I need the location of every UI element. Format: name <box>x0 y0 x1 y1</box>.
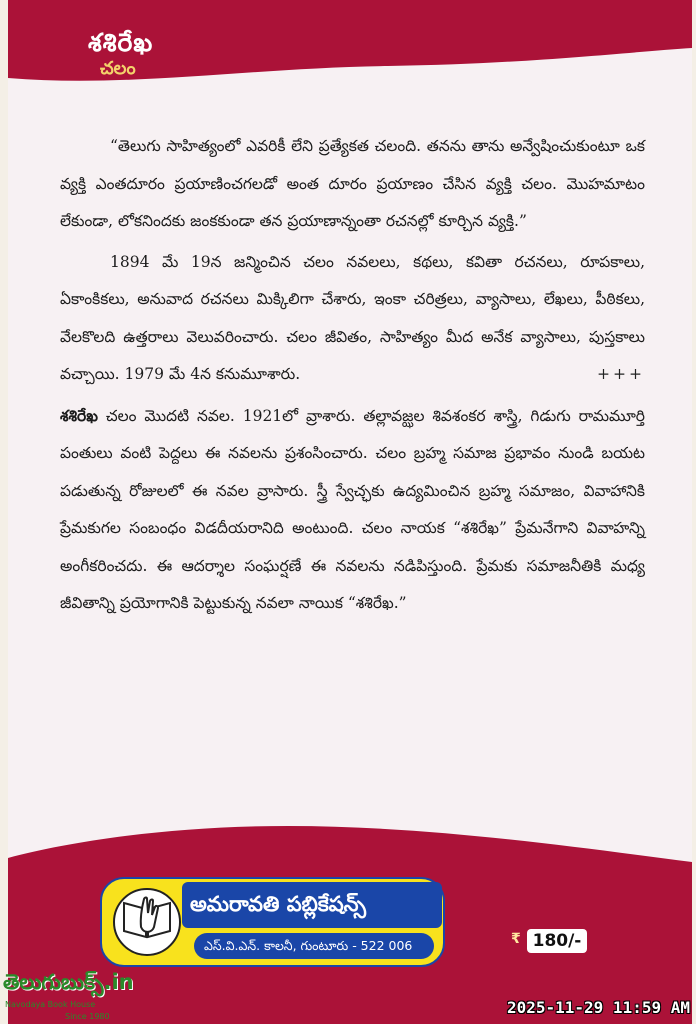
author-name: చలం <box>100 58 136 79</box>
price-value: 180/- <box>527 929 587 953</box>
blurb-text <box>60 128 645 623</box>
rupee-icon: ₹ <box>511 931 521 947</box>
bio-text: 1894 మే 19న జన్మించిన చలం నవలలు, కథలు, కవితా రచనలు, రూపకాలు, ఏకాంకికలు, అనువాద రచనలు మిక్కిలిగా చేశారు, ఇంకా చరిత్రలు, వ్యాసాలు, లేఖలు, పీఠికలు, వేలకొలది ఉత్తరాలు వెలువరించారు. చలం జీవితం, సాహిత్యం మీద అనేక వ్యాసాలు, పుస్తకాలు వచ్చాయి. 1979 మే 4న కనుమూశారు. <box>60 252 645 383</box>
publisher-name: అమరావతి పబ్లికేషన్స్ <box>190 892 367 916</box>
watermark-text: తెలుగుబుక్స్.in <box>3 970 134 994</box>
watermark-subtitle: Navodaya Book House <box>5 1000 96 1009</box>
watermark-year: Since 1980 <box>65 1012 110 1021</box>
novel-text: చలం మొదటి నవల. 1921లో వ్రాశారు. తల్లావజ్ఝల శివశంకర శాస్త్రి, గిడుగు రామమూర్తి పంతులు వంటి పెద్దలు ఈ నవలను ప్రశంసించారు. చలం బ్రహ్మ సమాజ ప్రభావం నుండి బయట పడుతున్న రోజులలో ఈ నవల వ్రాసారు. స్త్రీ స్వేచ్ఛకు ఉద్యమించిన బ్రహ్మ సమాజం, వివాహానికి ప్రేమకుగల సంబంధం విడదీయరానిది అంటుంది. చలం నాయక “శశిరేఖ” ప్రేమనేగాని వివాహన్ని అంగీకరించదు. ఈ ఆదర్శాల సంఘర్షణే ఈ నవలను నడిపిస్తుంది. ప్రేమకు సమాజనీతికి మధ్య జీవితాన్ని ప్రయోగానికి పెట్టుకున్న నవలా నాయిక “శశిరేఖ.” <box>60 406 645 612</box>
book-title: శశిరేఖ <box>88 28 154 57</box>
photo-timestamp: 2025-11-29 11:59 AM <box>506 998 690 1017</box>
publisher-badge <box>100 877 445 967</box>
publisher-address: ఎస్.వి.ఎన్. కాలనీ, గుంటూరు - 522 006 <box>204 938 413 953</box>
quote-paragraph: “తెలుగు సాహిత్యంలో ఎవరికీ లేని ప్రత్యేకత చలంది. తనను తాను అన్వేషించుకుంటూ ఒక వ్యక్తి ఎంతదూరం ప్రయాణించగలడో అంత దూరం ప్రయాణం చేసిన వ్యక్తి చలం. మొహమాటం లేకుండా, లోకనిందకు జంకకుండా తన ప్రయాణాన్నంతా రచనల్లో కూర్చిన వ్యక్తి.” <box>60 137 645 230</box>
novel-lead: శశిరేఖ <box>60 405 98 425</box>
publisher-name-band <box>182 882 442 928</box>
separator-stars: +++ <box>597 365 645 383</box>
book-hand-logo-icon <box>112 887 182 957</box>
bio-paragraph <box>60 244 645 394</box>
publisher-address-band <box>194 933 434 959</box>
site-watermark <box>3 968 143 1024</box>
novel-paragraph <box>60 397 645 623</box>
